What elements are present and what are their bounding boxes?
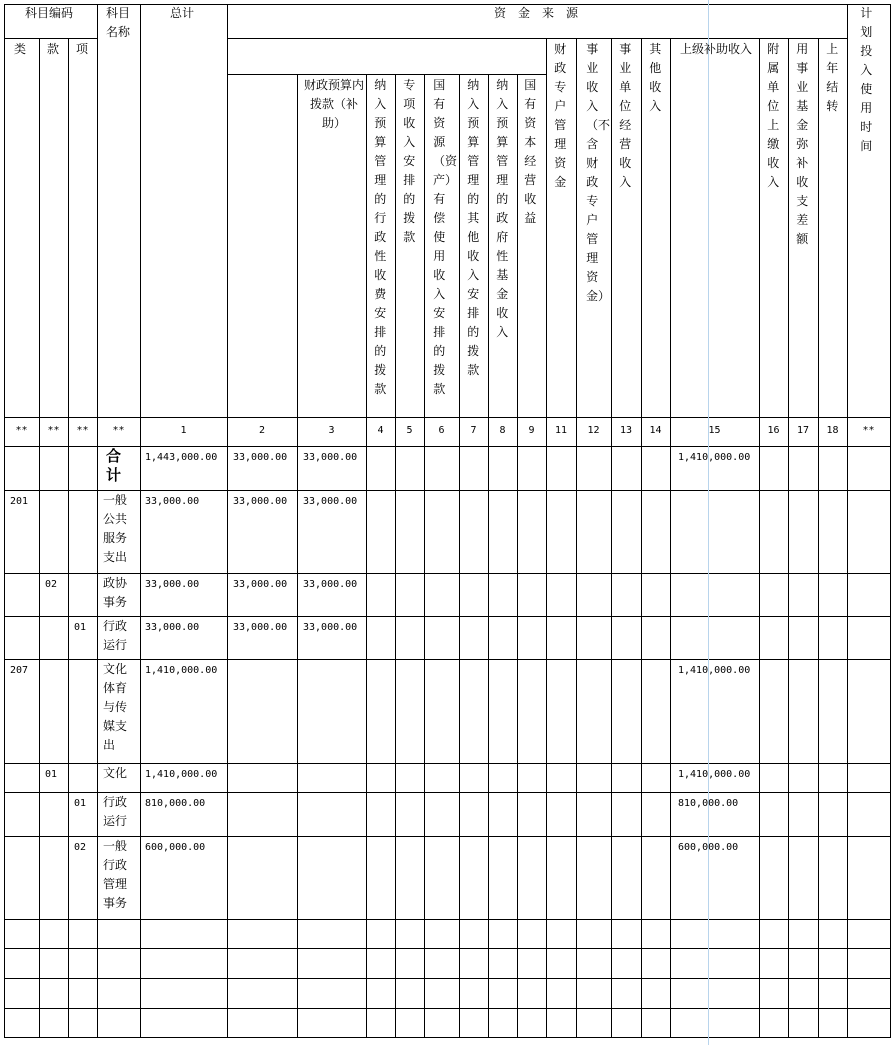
grid-vline bbox=[366, 74, 367, 1038]
index-cell: 17 bbox=[796, 425, 810, 436]
grid-hline-subfund bbox=[227, 74, 546, 75]
grid-vline bbox=[576, 38, 577, 1038]
grid-hline-row bbox=[4, 792, 891, 793]
grid-vline bbox=[4, 4, 5, 1038]
grid-hline-row bbox=[4, 616, 891, 617]
index-cell: ** bbox=[76, 425, 89, 436]
header-c15: 上级补助收入 bbox=[679, 42, 752, 56]
header-total: 总计 bbox=[170, 6, 195, 20]
cell-col15: 1,410,000.00 bbox=[678, 769, 751, 780]
index-cell: 15 bbox=[708, 425, 721, 436]
cell-total: 1,410,000.00 bbox=[145, 665, 218, 676]
column-guide-line bbox=[708, 0, 709, 1045]
header-c14: 其他收入 bbox=[649, 42, 662, 113]
grid-vline bbox=[517, 74, 518, 1038]
grid-hline-fund bbox=[227, 38, 847, 39]
cell-col3: 33,000.00 bbox=[303, 496, 358, 507]
index-cell: 11 bbox=[554, 425, 568, 436]
grid-vline bbox=[395, 74, 396, 1038]
cell-xiang-code: 01 bbox=[74, 798, 87, 809]
header-c3: 财政预算内拨款（补助） bbox=[304, 78, 365, 130]
grid-vline bbox=[297, 74, 298, 1038]
grid-vline bbox=[546, 38, 547, 1038]
grid-vline bbox=[140, 4, 141, 1038]
cell-total: 1,443,000.00 bbox=[145, 452, 218, 463]
cell-xiang-code: 01 bbox=[74, 622, 87, 633]
grid-hline-row bbox=[4, 446, 891, 447]
cell-col3: 33,000.00 bbox=[303, 579, 358, 590]
index-cell: 8 bbox=[499, 425, 506, 436]
grid-vline bbox=[890, 4, 891, 1038]
index-cell: 9 bbox=[528, 425, 535, 436]
index-cell: 16 bbox=[767, 425, 780, 436]
header-c4: 纳入预算管理的行政性收费安排的拨款 bbox=[374, 78, 387, 396]
grid-hline-row bbox=[4, 573, 891, 574]
header-subject-name: 科目名称 bbox=[106, 6, 131, 39]
cell-subject-name: 一般行政管理事务 bbox=[103, 839, 128, 910]
cell-subject-name: 行政运行 bbox=[103, 795, 128, 828]
index-cell: ** bbox=[862, 425, 875, 436]
index-cell: 13 bbox=[619, 425, 633, 436]
grid-hline-code bbox=[4, 38, 97, 39]
cell-total: 1,410,000.00 bbox=[145, 769, 218, 780]
grid-hline-row bbox=[4, 1008, 891, 1009]
grid-vline bbox=[611, 38, 612, 1038]
cell-total: 810,000.00 bbox=[145, 798, 206, 809]
cell-col15: 1,410,000.00 bbox=[678, 452, 751, 463]
header-c9: 国有资本经营收益 bbox=[524, 78, 537, 225]
header-c8: 纳入预算管理的政府性基金收入 bbox=[496, 78, 509, 339]
header-c16: 附属单位上缴收入 bbox=[767, 42, 780, 189]
cell-col2: 33,000.00 bbox=[233, 496, 288, 507]
cell-col2: 33,000.00 bbox=[233, 579, 288, 590]
index-cell: 6 bbox=[438, 425, 445, 436]
grid-hline-row bbox=[4, 417, 891, 418]
cell-class-code: 207 bbox=[10, 665, 29, 676]
header-c5: 专项收入安排的拨款 bbox=[403, 78, 416, 244]
cell-xiang-code: 02 bbox=[74, 842, 87, 853]
header-c11: 财政专户管理资金 bbox=[554, 42, 567, 189]
grid-hline-row bbox=[4, 978, 891, 979]
cell-col2: 33,000.00 bbox=[233, 452, 288, 463]
cell-subject-name: 政协事务 bbox=[103, 576, 128, 609]
index-cell: ** bbox=[15, 425, 28, 436]
cell-total: 33,000.00 bbox=[145, 579, 200, 590]
index-cell: 4 bbox=[377, 425, 384, 436]
index-cell: 7 bbox=[470, 425, 477, 436]
cell-total: 600,000.00 bbox=[145, 842, 206, 853]
index-cell: 2 bbox=[258, 425, 266, 436]
index-cell: 1 bbox=[180, 425, 187, 436]
cell-kuan-code: 02 bbox=[45, 579, 58, 590]
index-cell: 3 bbox=[328, 425, 335, 436]
grid-hline-row bbox=[4, 659, 891, 660]
header-c13: 事业单位经营收入 bbox=[619, 42, 632, 189]
grid-hline-row bbox=[4, 836, 891, 837]
cell-subject-name: 行政运行 bbox=[103, 619, 128, 652]
header-col-kuan: 款 bbox=[47, 42, 60, 56]
grid-hline-row bbox=[4, 948, 891, 949]
grid-hline-row bbox=[4, 1037, 891, 1038]
cell-subject-name: 文化体育与传媒支出 bbox=[103, 662, 128, 752]
grid-hline-row bbox=[4, 763, 891, 764]
header-c18: 上年结转 bbox=[826, 42, 839, 113]
index-cell: 12 bbox=[587, 425, 600, 436]
grid-hline-row bbox=[4, 490, 891, 491]
index-cell: ** bbox=[112, 425, 125, 436]
cell-subject-name: 合计 bbox=[106, 447, 122, 484]
grid-vline bbox=[759, 38, 760, 1038]
cell-total: 33,000.00 bbox=[145, 496, 200, 507]
grid-vline bbox=[788, 38, 789, 1038]
index-cell: 14 bbox=[649, 425, 662, 436]
grid-vline bbox=[847, 4, 848, 1038]
grid-vline bbox=[459, 74, 460, 1038]
header-fund-source: 资 金 来 源 bbox=[494, 6, 579, 20]
cell-col15: 810,000.00 bbox=[678, 798, 739, 809]
grid-vline bbox=[670, 38, 671, 1038]
grid-vline bbox=[97, 4, 98, 1038]
cell-kuan-code: 01 bbox=[45, 769, 58, 780]
cell-col2: 33,000.00 bbox=[233, 622, 288, 633]
header-code-group: 科目编码 bbox=[25, 6, 74, 20]
header-plan-time: 计划投入使用时间 bbox=[860, 6, 873, 153]
cell-col15: 600,000.00 bbox=[678, 842, 739, 853]
header-c17: 用事业基金弥补收支差额 bbox=[796, 42, 809, 246]
header-c6: 国有资源（资产）有偿使用收入安排的拨款 bbox=[433, 78, 458, 396]
cell-col3: 33,000.00 bbox=[303, 452, 358, 463]
grid-vline bbox=[424, 74, 425, 1038]
header-col-xiang: 项 bbox=[76, 42, 89, 56]
grid-vline bbox=[227, 4, 228, 1038]
grid-hline-row bbox=[4, 919, 891, 920]
grid-vline bbox=[488, 74, 489, 1038]
cell-class-code: 201 bbox=[10, 496, 29, 507]
header-c7: 纳入预算管理的其他收入安排的拨款 bbox=[467, 78, 480, 377]
cell-subject-name: 一般公共服务支出 bbox=[103, 493, 128, 564]
cell-total: 33,000.00 bbox=[145, 622, 200, 633]
cell-col15: 1,410,000.00 bbox=[678, 665, 751, 676]
header-col-type: 类 bbox=[14, 42, 27, 56]
cell-col3: 33,000.00 bbox=[303, 622, 358, 633]
index-cell: 18 bbox=[826, 425, 839, 436]
index-cell: 5 bbox=[406, 425, 413, 436]
cell-subject-name: 文化 bbox=[103, 766, 128, 780]
index-cell: ** bbox=[47, 425, 60, 436]
grid-vline bbox=[68, 38, 69, 1038]
grid-vline bbox=[818, 38, 819, 1038]
grid-hline-top bbox=[4, 4, 891, 5]
header-c12: 事业收入（不含财政专户管理资金） bbox=[586, 42, 611, 303]
grid-vline bbox=[39, 38, 40, 1038]
grid-vline bbox=[641, 38, 642, 1038]
